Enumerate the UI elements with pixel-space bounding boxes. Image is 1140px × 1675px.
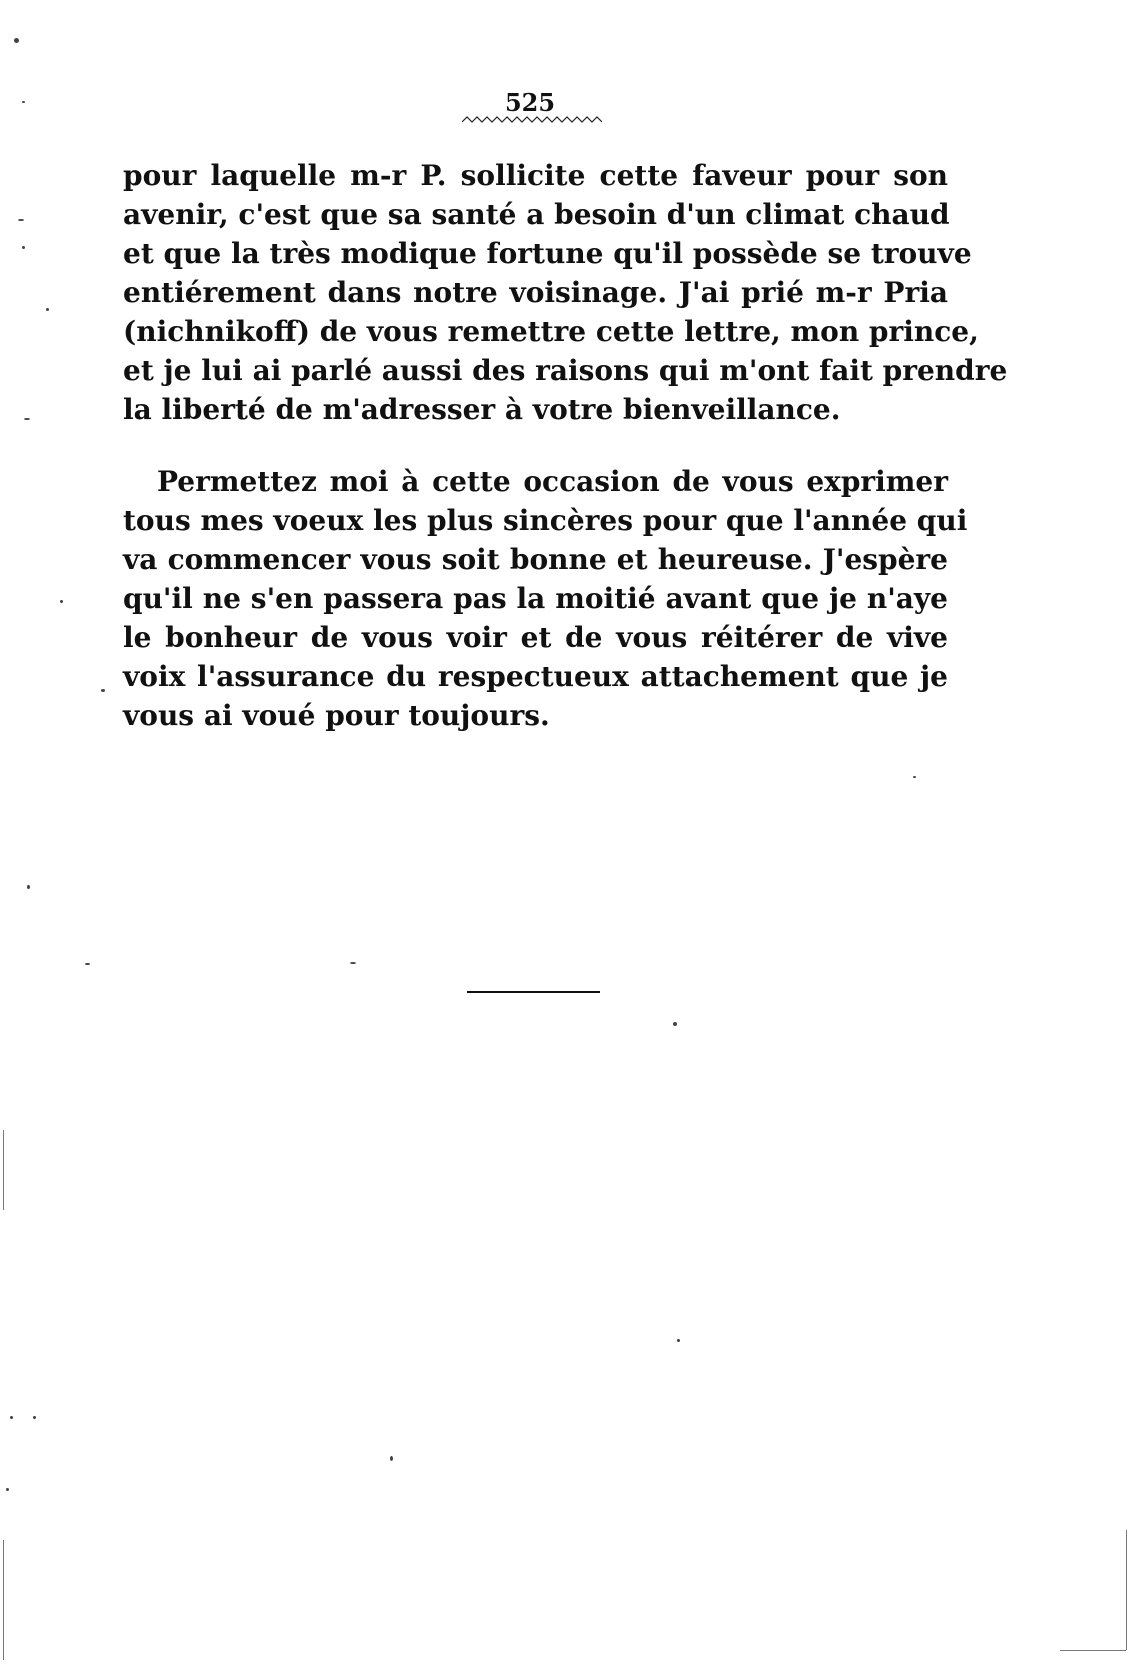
scan-edge-line: [1060, 1650, 1126, 1651]
scan-speck: [60, 600, 63, 603]
scan-speck: [22, 246, 25, 249]
text-line: qu'il ne s'en passera pas la moitié avant que je n'aye: [123, 582, 948, 615]
scan-speck: [101, 689, 105, 692]
scan-speck: [390, 1456, 393, 1461]
scan-speck: [18, 219, 24, 221]
scan-speck: [24, 418, 30, 420]
text-line: avenir, c'est que sa santé a besoin d'un climat chaud: [123, 198, 950, 231]
scan-speck: [14, 38, 19, 43]
page-number: 525: [504, 88, 556, 117]
text-line: (nichnikoff) de vous remettre cette lettre, mon prince,: [123, 315, 979, 348]
scan-edge-line: [1126, 1530, 1127, 1650]
closing-rule: [467, 991, 600, 993]
text-line: voix l'assurance du respectueux attachement que je: [123, 660, 948, 693]
scan-edge-line: [3, 1130, 4, 1210]
scan-speck: [913, 776, 916, 778]
wavy-ornament: [462, 114, 602, 124]
scan-speck: [27, 885, 30, 889]
text-line: pour laquelle m-r P. sollicite cette faveur pour son: [123, 159, 948, 192]
scan-speck: [10, 1416, 13, 1419]
scan-edge-line: [3, 1540, 4, 1660]
paragraph-1: [123, 156, 1008, 429]
text-line: va commencer vous soit bonne et heureuse. J'espère: [123, 543, 948, 576]
text-line: tous mes voeux les plus sincères pour que l'année qui: [123, 504, 968, 537]
scan-speck: [46, 308, 49, 311]
paragraph-2: [123, 462, 968, 735]
scan-speck: [677, 1339, 680, 1342]
scan-speck: [6, 1488, 9, 1491]
scan-speck: [22, 101, 25, 103]
text-line: vous ai voué pour toujours.: [123, 699, 550, 732]
text-line: entiérement dans notre voisinage. J'ai prié m-r Pria: [123, 276, 948, 309]
text-line: et je lui ai parlé aussi des raisons qui m'ont fait prendre: [123, 354, 1008, 387]
text-line: et que la très modique fortune qu'il possède se trouve: [123, 237, 972, 270]
scan-speck: [33, 1416, 36, 1419]
scan-speck: [85, 963, 90, 965]
text-line: le bonheur de vous voir et de vous réitérer de vive: [123, 621, 948, 654]
scan-speck: [350, 962, 356, 964]
text-line: Permettez moi à cette occasion de vous exprimer: [157, 465, 948, 498]
text-line: la liberté de m'adresser à votre bienveillance.: [123, 393, 841, 426]
scan-speck: [673, 1022, 677, 1026]
